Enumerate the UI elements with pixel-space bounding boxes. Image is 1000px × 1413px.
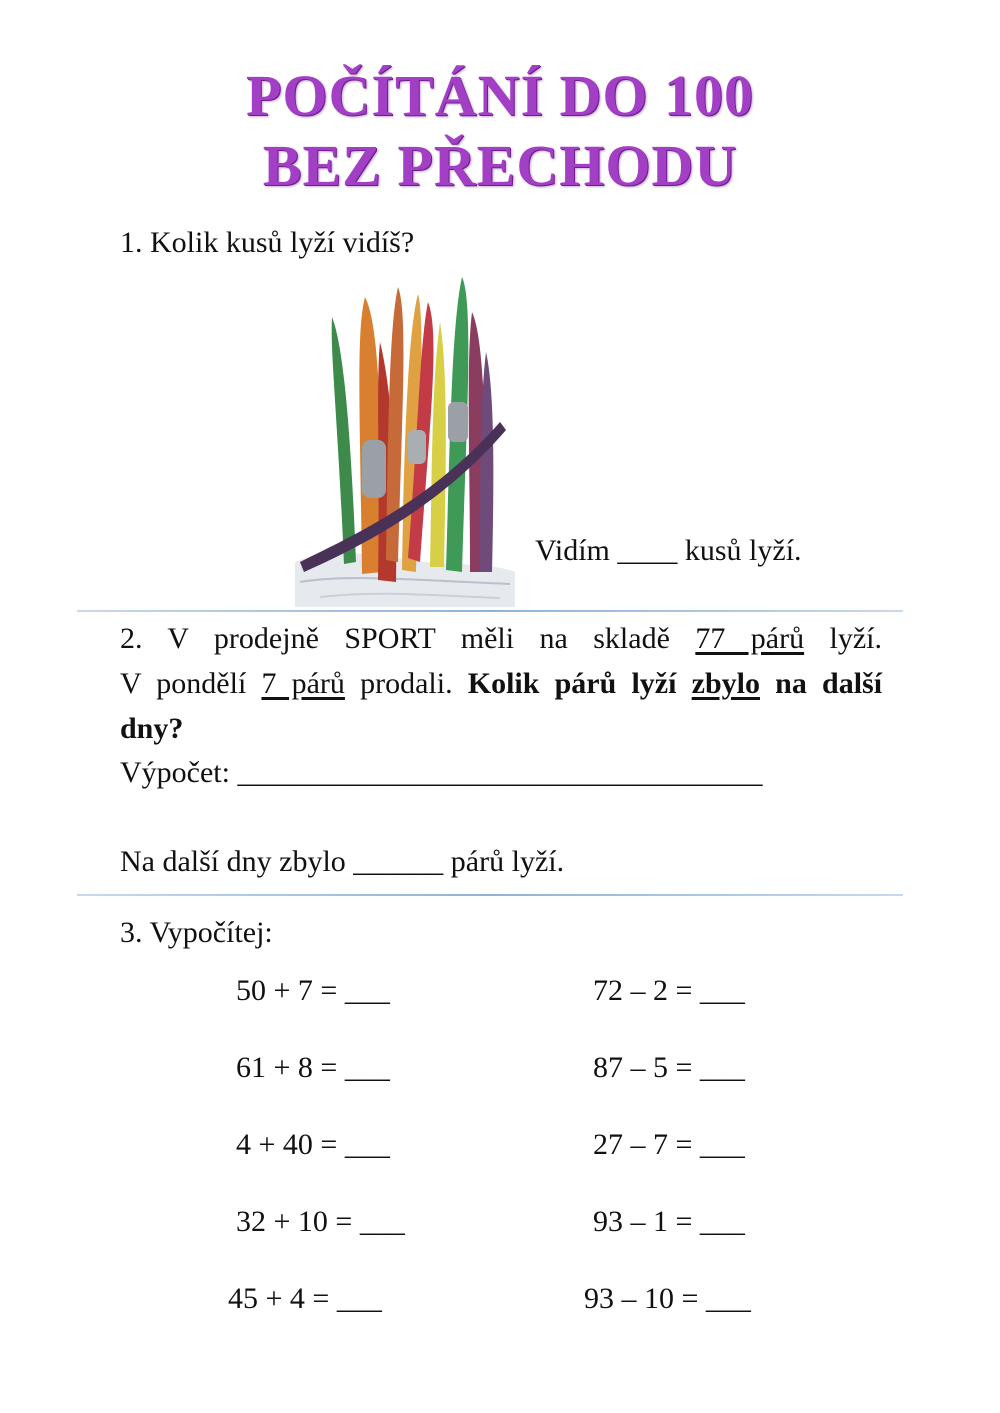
task2-line-2 — [120, 667, 882, 701]
equation-left-3[interactable]: 4 + 40 = ___ — [236, 1128, 390, 1161]
task2-calculation — [120, 756, 762, 790]
page-title-line-2: BEZ PŘECHODU — [262, 133, 738, 198]
task2-underlined-7-pairs: 7 párů — [261, 667, 345, 700]
task2-question-underlined: zbylo — [691, 667, 760, 700]
page-title-line-1: POČÍTÁNÍ DO 100 — [245, 63, 755, 128]
skis-illustration — [290, 262, 520, 607]
equation-right-1[interactable]: 72 – 2 = ___ — [593, 974, 745, 1007]
task2-calc-label: Výpočet: — [120, 756, 230, 789]
task2-answer-suffix: párů lyží. — [450, 845, 565, 878]
task2-line-1-end: lyží. — [829, 622, 883, 655]
equation-left-2[interactable]: 61 + 8 = ___ — [236, 1051, 390, 1084]
task3-heading: 3. Vypočítej: — [120, 916, 273, 949]
task2-question-bold-2: na další — [775, 667, 883, 700]
equation-right-3[interactable]: 27 – 7 = ___ — [593, 1128, 745, 1161]
task2-answer-blank[interactable]: ______ — [353, 845, 444, 878]
equation-left-4[interactable]: 32 + 10 = ___ — [236, 1205, 405, 1238]
task2-line-1-text: 2. V prodejně SPORT měli na skladě — [120, 622, 670, 655]
equation-right-2[interactable]: 87 – 5 = ___ — [593, 1051, 745, 1084]
equation-right-4[interactable]: 93 – 1 = ___ — [593, 1205, 745, 1238]
section-divider-2 — [77, 894, 903, 896]
task2-line-3: dny? — [120, 712, 184, 745]
task2-calc-blank[interactable]: ___________________________________ — [237, 756, 763, 789]
equation-left-1[interactable]: 50 + 7 = ___ — [236, 974, 390, 1007]
task2-line-1 — [120, 622, 882, 656]
task2-underlined-77-pairs: 77 párů — [695, 622, 805, 655]
task2-question-bold-1: Kolik párů lyží — [467, 667, 677, 700]
equation-right-5[interactable]: 93 – 10 = ___ — [584, 1282, 751, 1315]
task1-answer — [535, 534, 802, 568]
section-divider-1 — [77, 610, 903, 612]
task2-line-2-sold: prodali. — [360, 667, 453, 700]
task1-answer-blank[interactable]: ____ — [617, 534, 678, 567]
task2-line-2-text: V pondělí — [120, 667, 247, 700]
task2-answer-prefix: Na další dny zbylo — [120, 845, 346, 878]
task1-answer-suffix: kusů lyží. — [684, 534, 802, 567]
task1-answer-prefix: Vidím — [535, 534, 610, 567]
task2-answer — [120, 845, 564, 879]
task1-question: 1. Kolik kusů lyží vidíš? — [120, 226, 415, 259]
equation-left-5[interactable]: 45 + 4 = ___ — [228, 1282, 382, 1315]
